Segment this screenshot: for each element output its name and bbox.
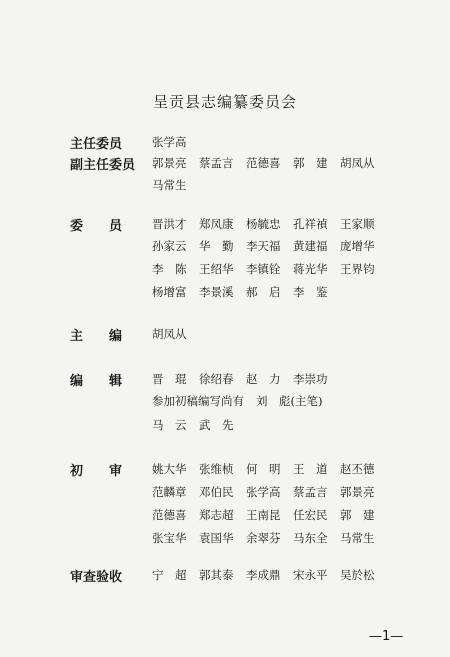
member-name: 任宏民 (293, 508, 328, 522)
member-name: 胡凤从 (152, 327, 187, 341)
member-name: 华 勤 (199, 239, 234, 253)
member-name: 王南昆 (246, 508, 281, 522)
member-name: 蒋光华 (293, 262, 328, 276)
role-label-first-review: 初 审 (70, 464, 123, 479)
role-label-final-acceptance: 审查验收 (70, 570, 123, 585)
role-label-editors: 编 辑 (70, 374, 123, 389)
role-label-members: 委 员 (70, 219, 123, 234)
member-name: 晋洪才 (152, 217, 187, 231)
role-label-editor-in-chief: 主 编 (70, 329, 123, 344)
note-text: 参加初稿编写尚有 (152, 394, 244, 408)
name-line (152, 371, 402, 387)
member-name: 张宝华 (152, 531, 187, 545)
member-name: 姚大华 (152, 462, 187, 476)
name-line (152, 567, 402, 583)
member-name: 张维桢 (199, 462, 234, 476)
name-line (152, 177, 402, 193)
member-name: 王家顺 (340, 217, 375, 231)
name-line (152, 393, 402, 409)
member-name: 李天福 (246, 239, 281, 253)
member-name: 晋 琨 (152, 372, 187, 386)
member-name: 范德喜 (246, 156, 281, 170)
member-name: 蔡孟言 (199, 156, 234, 170)
member-name: 郝 启 (246, 285, 281, 299)
member-name: 徐绍春 (199, 372, 234, 386)
member-name: 袁国华 (199, 531, 234, 545)
member-name: 马常生 (340, 531, 375, 545)
member-name: 赵丕德 (340, 462, 375, 476)
member-name: 马东全 (293, 531, 328, 545)
member-name: 王 道 (293, 462, 328, 476)
member-name: 邓伯民 (199, 485, 234, 499)
member-name: 郭 建 (293, 156, 328, 170)
member-name: 李 陈 (152, 262, 187, 276)
member-name: 蔡孟言 (293, 485, 328, 499)
member-name: 何 明 (246, 462, 281, 476)
page-title: 呈贡县志编纂委员会 (152, 93, 297, 111)
member-name: 李 鉴 (293, 285, 328, 299)
member-name: 李成鼎 (246, 568, 281, 582)
role-label-vice-chair: 副主任委员 (70, 158, 136, 173)
member-name: 郭其泰 (199, 568, 234, 582)
name-line (152, 530, 402, 546)
member-name: 李崇功 (293, 372, 328, 386)
member-name: 庞增华 (340, 239, 375, 253)
member-name: 杨增富 (152, 285, 187, 299)
name-line (152, 417, 402, 433)
name-line (152, 484, 402, 500)
member-name: 张学高 (246, 485, 281, 499)
role-label-chair: 主任委员 (70, 137, 123, 152)
member-name: 郭 建 (340, 508, 375, 522)
member-name: 武 先 (199, 418, 234, 432)
member-name: 郭景亮 (340, 485, 375, 499)
member-name: 赵 力 (246, 372, 281, 386)
member-name: 宁 超 (152, 568, 187, 582)
member-name: 刘 彪(主笔) (256, 394, 323, 408)
name-line (152, 134, 402, 150)
member-name: 王绍华 (199, 262, 234, 276)
member-name: 王界钧 (340, 262, 375, 276)
name-line (152, 461, 402, 477)
member-name: 张学高 (152, 135, 187, 149)
member-name: 杨毓忠 (246, 217, 281, 231)
member-name: 孙家云 (152, 239, 187, 253)
member-name: 范麟章 (152, 485, 187, 499)
member-name: 孔祥禎 (293, 217, 328, 231)
member-name: 李景溪 (199, 285, 234, 299)
member-name: 黄建福 (293, 239, 328, 253)
name-line (152, 507, 402, 523)
member-name: 郭景亮 (152, 156, 187, 170)
member-name: 宋永平 (293, 568, 328, 582)
name-line (152, 284, 402, 300)
name-line (152, 155, 402, 171)
member-name: 马常生 (152, 178, 187, 192)
member-name: 范德喜 (152, 508, 187, 522)
member-name: 胡凤从 (340, 156, 375, 170)
name-line (152, 216, 402, 232)
page-number: —1— (369, 629, 404, 644)
name-line (152, 261, 402, 277)
member-name: 李镇铨 (246, 262, 281, 276)
member-name: 马 云 (152, 418, 187, 432)
member-name: 吴於松 (340, 568, 375, 582)
member-name: 郑志超 (199, 508, 234, 522)
member-name: 余翠芬 (246, 531, 281, 545)
name-line (152, 238, 402, 254)
member-name: 郑凤康 (199, 217, 234, 231)
name-line (152, 326, 402, 342)
